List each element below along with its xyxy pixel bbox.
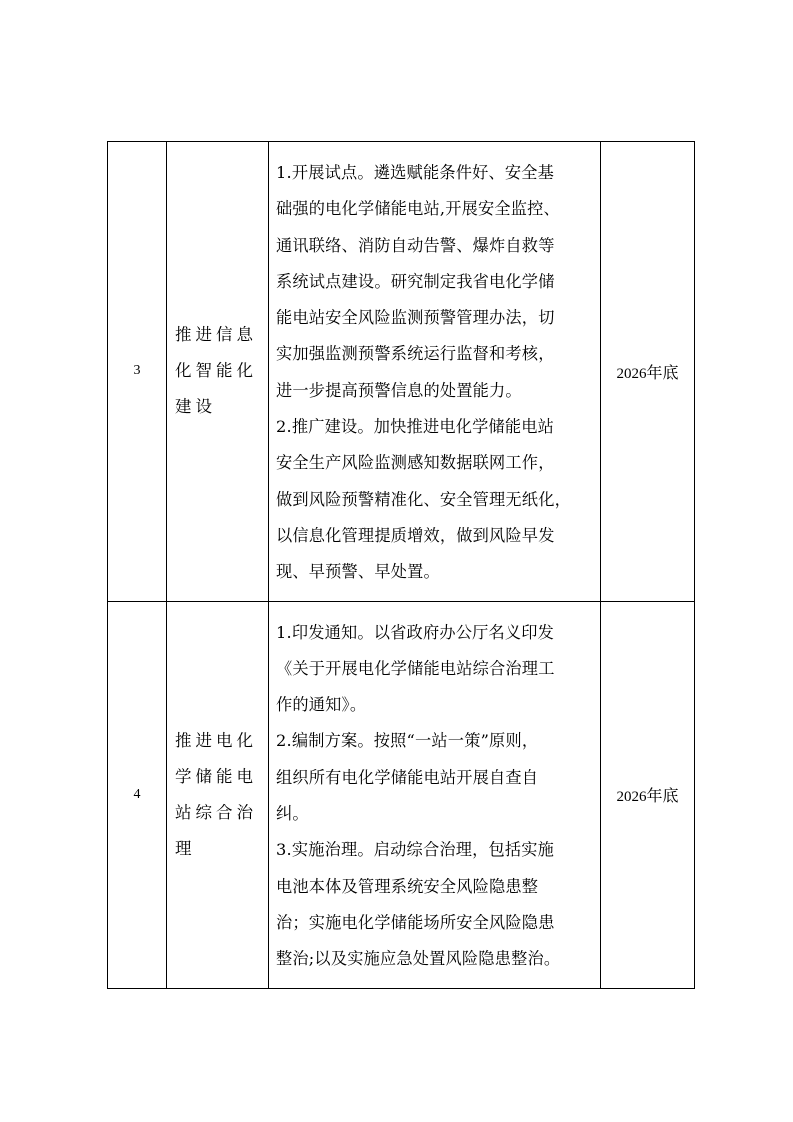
task-table [107, 141, 695, 989]
content-line: 1.开展试点。遴选赋能条件好、安全基 [276, 163, 555, 182]
content-line: 治；实施电化学储能场所安全风险隐患 [276, 912, 555, 932]
content-line: 《关于开展电化学储能电站综合治理工 [276, 658, 555, 678]
deadline-year: 2026 [616, 365, 647, 382]
deadline-year: 2026 [616, 789, 647, 806]
content-line: 纠。 [276, 804, 309, 824]
content-line: 2.编制方案。按照“一站一策”原则， [276, 731, 539, 751]
content-line: 做到风险预警精准化、安全管理无纸化， [276, 489, 571, 509]
content-line: 作的通知》。 [276, 695, 367, 715]
table-row [108, 142, 695, 602]
task-name: 推进信息化智能化建设 [175, 325, 257, 417]
content-line: 础强的电化学储能电站,开展安全监控、 [276, 199, 560, 219]
deadline-cell [601, 142, 695, 602]
content-line: 以信息化管理提质增效，做到风险早发 [276, 525, 555, 545]
deadline-cell [601, 601, 695, 988]
content-line: 电池本体及管理系统安全风险隐患整 [276, 876, 539, 896]
content-line: 进一步提高预警信息的处置能力。 [276, 380, 522, 400]
table-row [108, 601, 695, 988]
content-line: 2.推广建设。加快推进电化学储能电站 [276, 417, 555, 437]
content-line: 整治;以及实施应急处置风险隐患整治。 [276, 949, 561, 969]
content-line: 1.印发通知。以省政府办公厅名义印发 [276, 622, 555, 642]
content-line: 现、早预警、早处置。 [276, 562, 440, 582]
task-content-cell [269, 142, 601, 602]
content-line: 通讯联络、消防自动告警、爆炸自救等 [276, 235, 555, 255]
content-line: 能电站安全风险监测预警管理办法，切 [276, 308, 555, 328]
content-line: 系统试点建设。研究制定我省电化学储 [276, 271, 555, 291]
content-line: 实加强监测预警系统运行监督和考核， [276, 344, 555, 364]
content-line: 安全生产风险监测感知数据联网工作， [276, 453, 555, 473]
task-name-cell [167, 601, 269, 988]
content-line: 组织所有电化学储能电站开展自查自 [276, 767, 539, 787]
row-number: 3 [108, 142, 167, 602]
row-number: 4 [108, 601, 167, 988]
deadline-suffix: 年底 [646, 786, 679, 806]
deadline-suffix: 年底 [646, 362, 679, 382]
task-name: 推进电化学储能电站综合治理 [175, 730, 257, 858]
task-content-cell [269, 601, 601, 988]
content-line: 3.实施治理。启动综合治理，包括实施 [276, 840, 555, 860]
task-name-cell [167, 142, 269, 602]
